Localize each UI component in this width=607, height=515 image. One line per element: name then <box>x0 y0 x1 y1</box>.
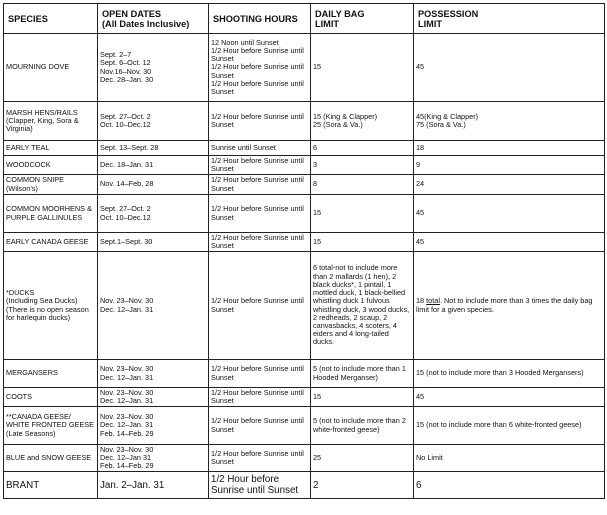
species-cell: EARLY CANADA GEESE <box>4 233 98 252</box>
possession-cell: 18 <box>414 141 605 156</box>
daily-bag-cell: 15 <box>311 388 414 407</box>
shooting-hours-cell: 1/2 Hour before Sunrise until Sunset <box>209 233 311 252</box>
shooting-hours-cell: 1/2 Hour before Sunrise until Sunset <box>209 156 311 175</box>
daily-bag-cell: 15 <box>311 34 414 102</box>
shooting-hours-cell: 1/2 Hour before Sunrise until Sunset <box>209 252 311 360</box>
open-dates-cell: Sept. 2–7 Sept. 6–Oct. 12 Nov.16–Nov. 30 Dec. 28–Jan. 30 <box>98 34 209 102</box>
daily-bag-cell: 15 (King & Clapper) 25 (Sora & Va.) <box>311 102 414 141</box>
shooting-hours-cell: 12 Noon until Sunset 1/2 Hour before Sunrise until Sunset 1/2 Hour before Sunrise until Sunset 1/2 Hour before Sunrise until Sunset <box>209 34 311 102</box>
open-dates-cell: Dec. 18–Jan. 31 <box>98 156 209 175</box>
daily-bag-cell: 8 <box>311 175 414 195</box>
shooting-hours-cell: 1/2 Hour before Sunrise until Sunset <box>209 195 311 233</box>
table-row <box>4 360 605 388</box>
species-cell: COOTS <box>4 388 98 407</box>
header-row <box>4 4 605 34</box>
open-dates-cell: Jan. 2–Jan. 31 <box>98 472 209 499</box>
header-daily-bag-limit: DAILY BAG LIMIT <box>311 4 414 34</box>
daily-bag-cell: 3 <box>311 156 414 175</box>
open-dates-cell: Nov. 23–Nov. 30 Dec. 12–Jan. 31 <box>98 388 209 407</box>
shooting-hours-cell: Sunrise until Sunset <box>209 141 311 156</box>
possession-cell: 45 <box>414 233 605 252</box>
table-row <box>4 34 605 102</box>
possession-cell: No Limit <box>414 445 605 472</box>
open-dates-cell: Sept.1–Sept. 30 <box>98 233 209 252</box>
table-row <box>4 233 605 252</box>
species-cell: *DUCKS (Including Sea Ducks) (There is no open season for harlequin ducks) <box>4 252 98 360</box>
possession-cell <box>414 252 605 360</box>
open-dates-cell: Nov. 23–Nov. 30 Dec. 12–Jan. 31 <box>98 360 209 388</box>
daily-bag-cell: 6 total-not to include more than 2 mallards (1 hen), 2 black ducks*, 1 pintail, 1 mottled duck, 1 black-bellied whistling duck 1 fulvous whistling duck, 3 wood ducks, 2 redheads, 2 scaup, 2 canvasbacks, 4 scoters, 4 eiders and 4 long-tailed ducks. <box>311 252 414 360</box>
daily-bag-cell: 2 <box>311 472 414 499</box>
possession-total-underlined: total <box>426 296 440 306</box>
possession-text: 18 <box>416 296 427 306</box>
possession-cell: 24 <box>414 175 605 195</box>
table-row <box>4 252 605 360</box>
shooting-hours-cell: 1/2 Hour before Sunrise until Sunset <box>209 175 311 195</box>
species-cell: BLUE and SNOW GEESE <box>4 445 98 472</box>
table-row <box>4 156 605 175</box>
possession-cell: 45(King & Clapper) 75 (Sora & Va.) <box>414 102 605 141</box>
possession-cell: 15 (not to include more than 3 Hooded Mergansers) <box>414 360 605 388</box>
header-species: SPECIES <box>4 4 98 34</box>
header-possession-limit: POSSESSION LIMIT <box>414 4 605 34</box>
open-dates-cell: Nov. 23–Nov. 30 Dec. 12–Jan 31 Feb. 14–Feb. 29 <box>98 445 209 472</box>
possession-cell: 45 <box>414 34 605 102</box>
possession-cell: 45 <box>414 195 605 233</box>
header-shooting-hours: SHOOTING HOURS <box>209 4 311 34</box>
species-cell: COMMON SNIPE (Wilson's) <box>4 175 98 195</box>
shooting-hours-cell: 1/2 Hour before Sunrise until Sunset <box>209 360 311 388</box>
table-row <box>4 102 605 141</box>
species-cell: MOURNING DOVE <box>4 34 98 102</box>
species-cell: MERGANSERS <box>4 360 98 388</box>
daily-bag-cell: 5 (not to include more than 2 white-fronted geese) <box>311 407 414 445</box>
open-dates-cell: Nov. 23–Nov. 30 Dec. 12–Jan. 31 <box>98 252 209 360</box>
shooting-hours-cell: 1/2 Hour before Sunrise until Sunset <box>209 407 311 445</box>
hunting-regulations-table <box>3 3 605 499</box>
daily-bag-cell: 15 <box>311 195 414 233</box>
open-dates-cell: Sept. 27–Oct. 2 Oct. 10–Dec.12 <box>98 195 209 233</box>
possession-cell: 9 <box>414 156 605 175</box>
shooting-hours-cell: 1/2 Hour before Sunrise until Sunset <box>209 102 311 141</box>
table-row <box>4 195 605 233</box>
table-row <box>4 175 605 195</box>
table-row <box>4 407 605 445</box>
possession-cell: 6 <box>414 472 605 499</box>
open-dates-cell: Sept. 13–Sept. 28 <box>98 141 209 156</box>
shooting-hours-cell: 1/2 Hour before Sunrise until Sunset <box>209 445 311 472</box>
species-cell: COMMON MOORHENS & PURPLE GALLINULES <box>4 195 98 233</box>
species-cell: MARSH HENS/RAILS (Clapper, King, Sora & Virginia) <box>4 102 98 141</box>
species-cell: **CANADA GEESE/ WHITE FRONTED GEESE (Late Seasons) <box>4 407 98 445</box>
table-row <box>4 445 605 472</box>
possession-cell: 45 <box>414 388 605 407</box>
daily-bag-cell: 25 <box>311 445 414 472</box>
species-cell: BRANT <box>4 472 98 499</box>
open-dates-cell: Nov. 14–Feb. 28 <box>98 175 209 195</box>
possession-cell: 15 (not to include more than 6 white-fronted geese) <box>414 407 605 445</box>
table-row <box>4 472 605 499</box>
daily-bag-cell: 6 <box>311 141 414 156</box>
possession-text: . Not to include more than 3 times the daily bag limit for a given species. <box>416 296 593 314</box>
shooting-hours-cell: 1/2 Hour before Sunrise until Sunset <box>209 472 311 499</box>
daily-bag-cell: 5 (not to include more than 1 Hooded Merganser) <box>311 360 414 388</box>
daily-bag-cell: 15 <box>311 233 414 252</box>
species-cell: WOODCOCK <box>4 156 98 175</box>
open-dates-cell: Sept. 27–Oct. 2 Oct. 10–Dec.12 <box>98 102 209 141</box>
header-open-dates: OPEN DATES (All Dates Inclusive) <box>98 4 209 34</box>
species-cell: EARLY TEAL <box>4 141 98 156</box>
shooting-hours-cell: 1/2 Hour before Sunrise until Sunset <box>209 388 311 407</box>
table-row <box>4 141 605 156</box>
open-dates-cell: Nov. 23–Nov. 30 Dec. 12–Jan. 31 Feb. 14–Feb. 29 <box>98 407 209 445</box>
table-row <box>4 388 605 407</box>
